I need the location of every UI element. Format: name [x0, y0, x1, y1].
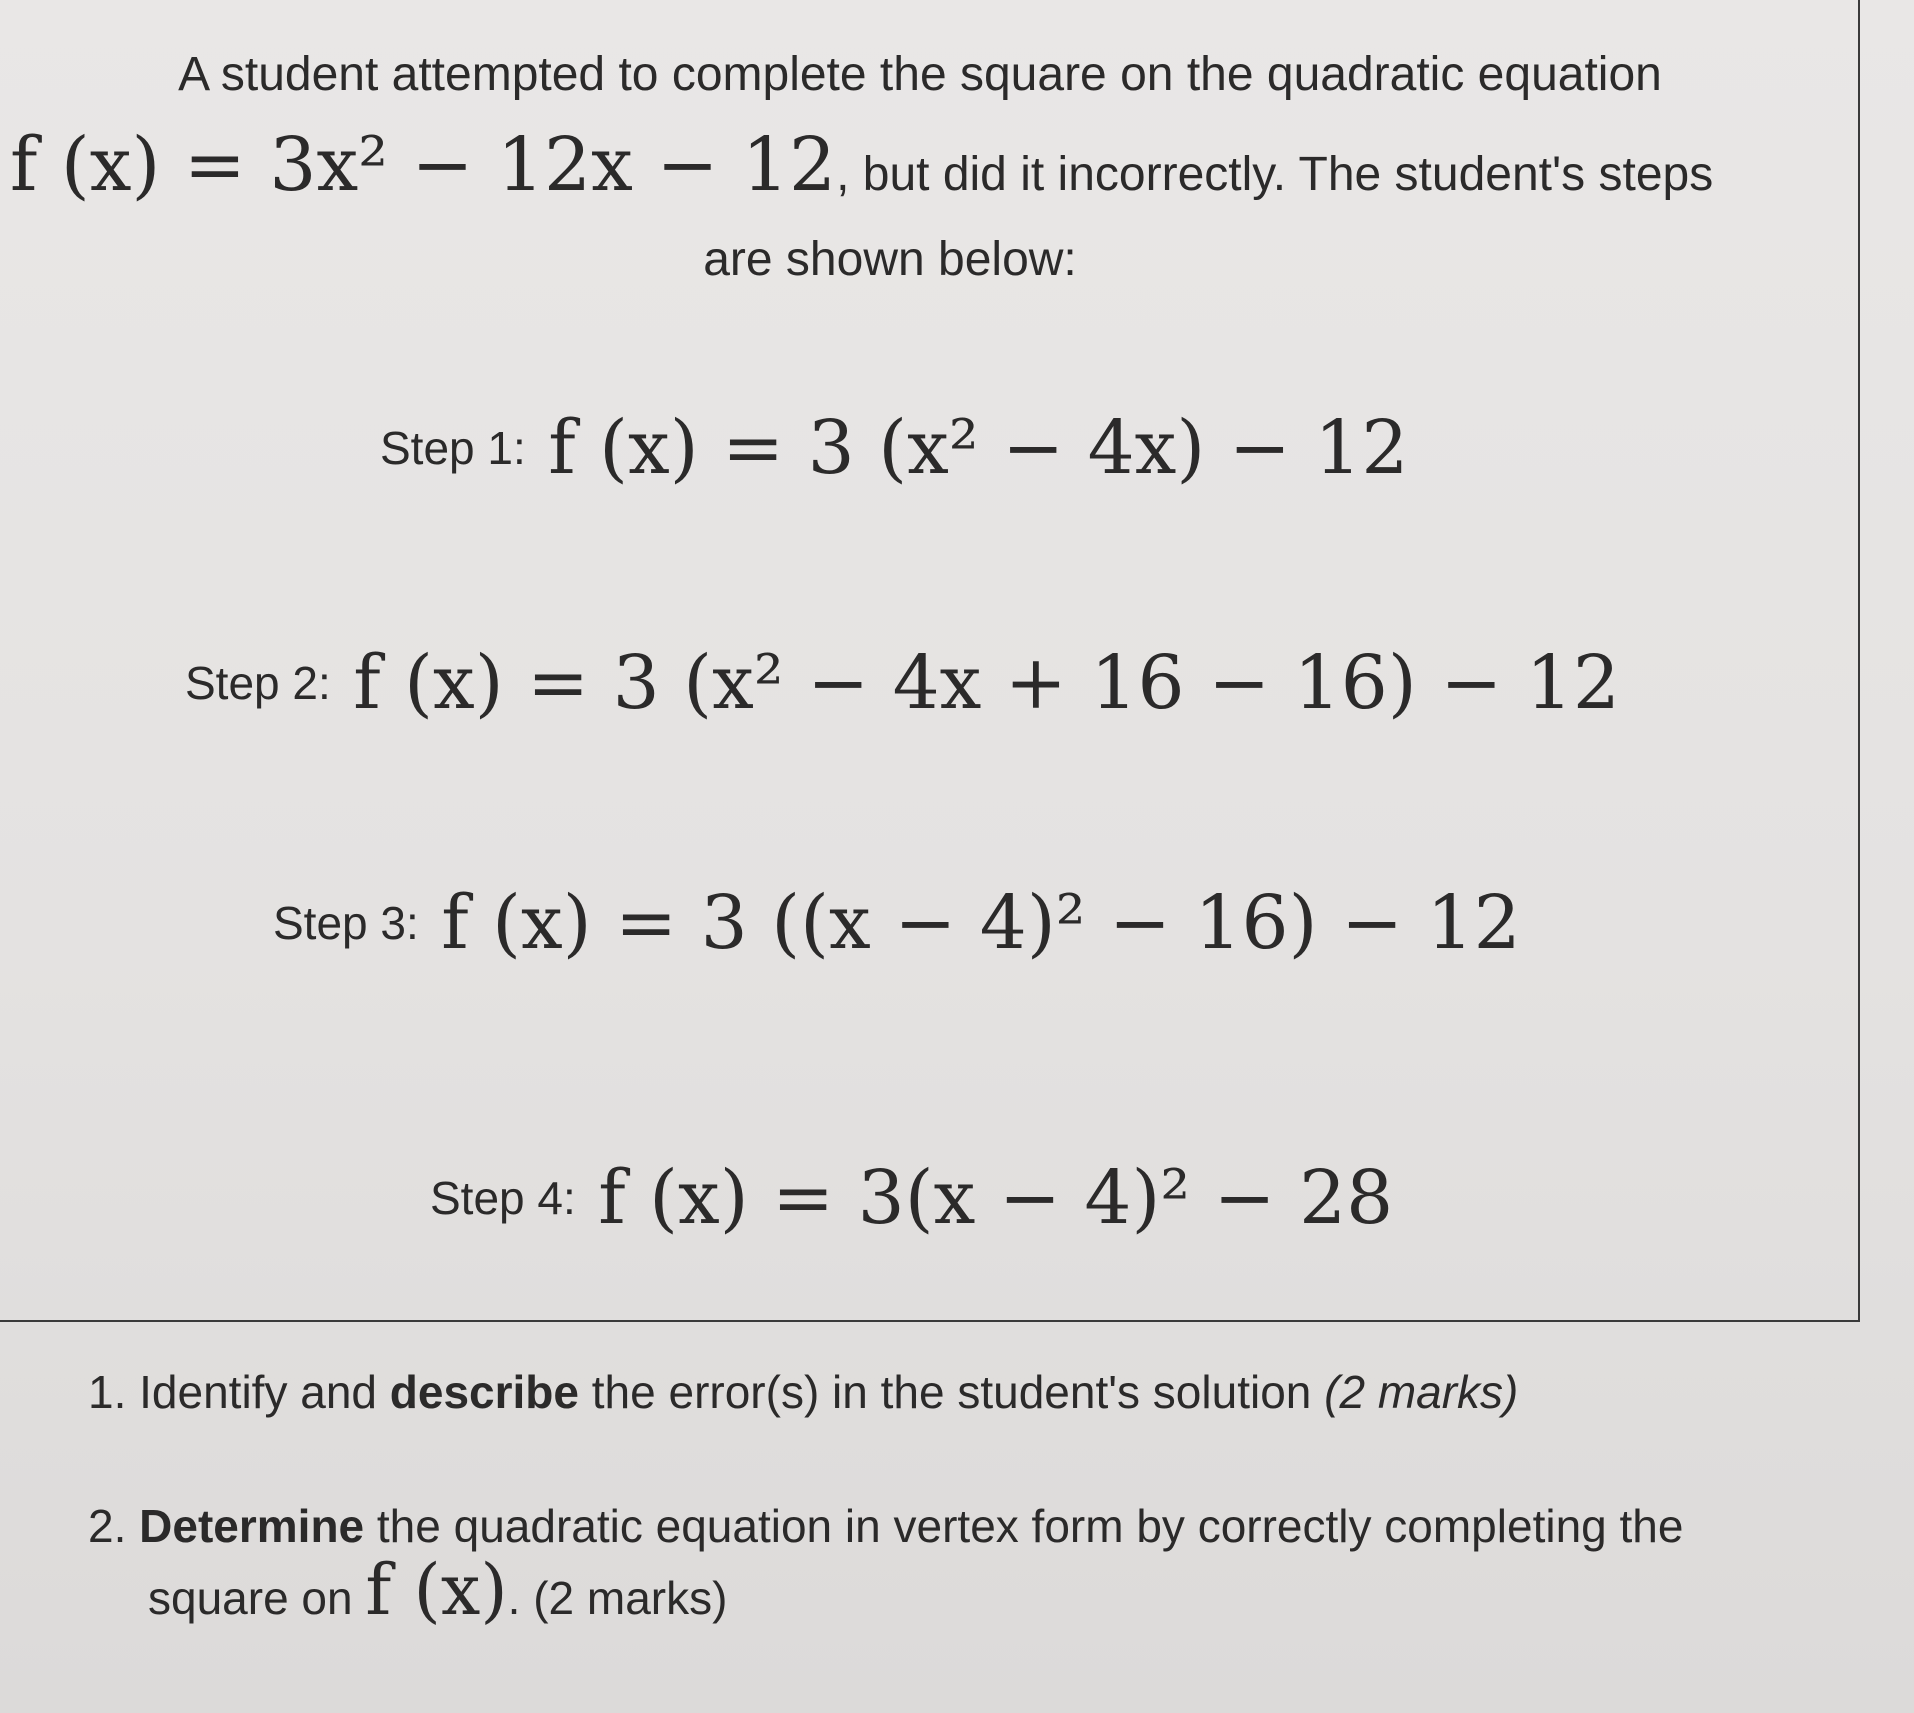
question-2-bold: Determine	[139, 1500, 365, 1552]
question-2-continuation	[88, 1549, 1683, 1631]
question-1	[88, 1360, 1683, 1424]
question-2-number: 2.	[88, 1500, 127, 1552]
question-1-bold: describe	[389, 1366, 579, 1418]
intro-line-2	[0, 120, 1860, 220]
step-3-expression: f (x) = 3 ((x − 4)² − 16) − 12	[441, 880, 1521, 966]
step-1-expression: f (x) = 3 (x² − 4x) − 12	[548, 405, 1409, 491]
problem-intro	[0, 30, 1860, 300]
step-3	[273, 880, 1521, 966]
step-1	[380, 405, 1408, 491]
questions-list	[88, 1360, 1683, 1690]
question-1-marks: (2 marks)	[1324, 1366, 1519, 1418]
question-2-text-a: the quadratic equation in vertex form by correctly completing the	[364, 1500, 1684, 1552]
step-3-label: Step 3:	[273, 897, 419, 949]
step-4-label: Step 4:	[430, 1172, 576, 1224]
question-2	[88, 1494, 1683, 1630]
step-2-label: Step 2:	[185, 657, 331, 709]
step-4-expression: f (x) = 3(x − 4)² − 28	[598, 1155, 1394, 1241]
original-equation: f (x) = 3x² − 12x − 12	[10, 122, 837, 208]
step-4	[430, 1155, 1393, 1241]
question-1-text-b: the error(s) in the student's solution	[579, 1366, 1325, 1418]
step-2	[185, 640, 1620, 726]
intro-line-3: are shown below:	[703, 233, 1077, 286]
intro-line-2-text: , but did it incorrectly. The student's steps	[836, 148, 1714, 201]
question-1-number: 1.	[88, 1366, 127, 1418]
question-2-text-c: . (2 marks)	[507, 1572, 728, 1624]
question-2-math: f (x)	[365, 1549, 508, 1631]
intro-line-1: A student attempted to complete the square on the quadratic equation	[178, 48, 1662, 101]
question-1-text-a: Identify and	[139, 1366, 390, 1418]
step-2-expression: f (x) = 3 (x² − 4x + 16 − 16) − 12	[353, 640, 1620, 726]
question-2-text-b: square on	[148, 1572, 366, 1624]
step-1-label: Step 1:	[380, 422, 526, 474]
